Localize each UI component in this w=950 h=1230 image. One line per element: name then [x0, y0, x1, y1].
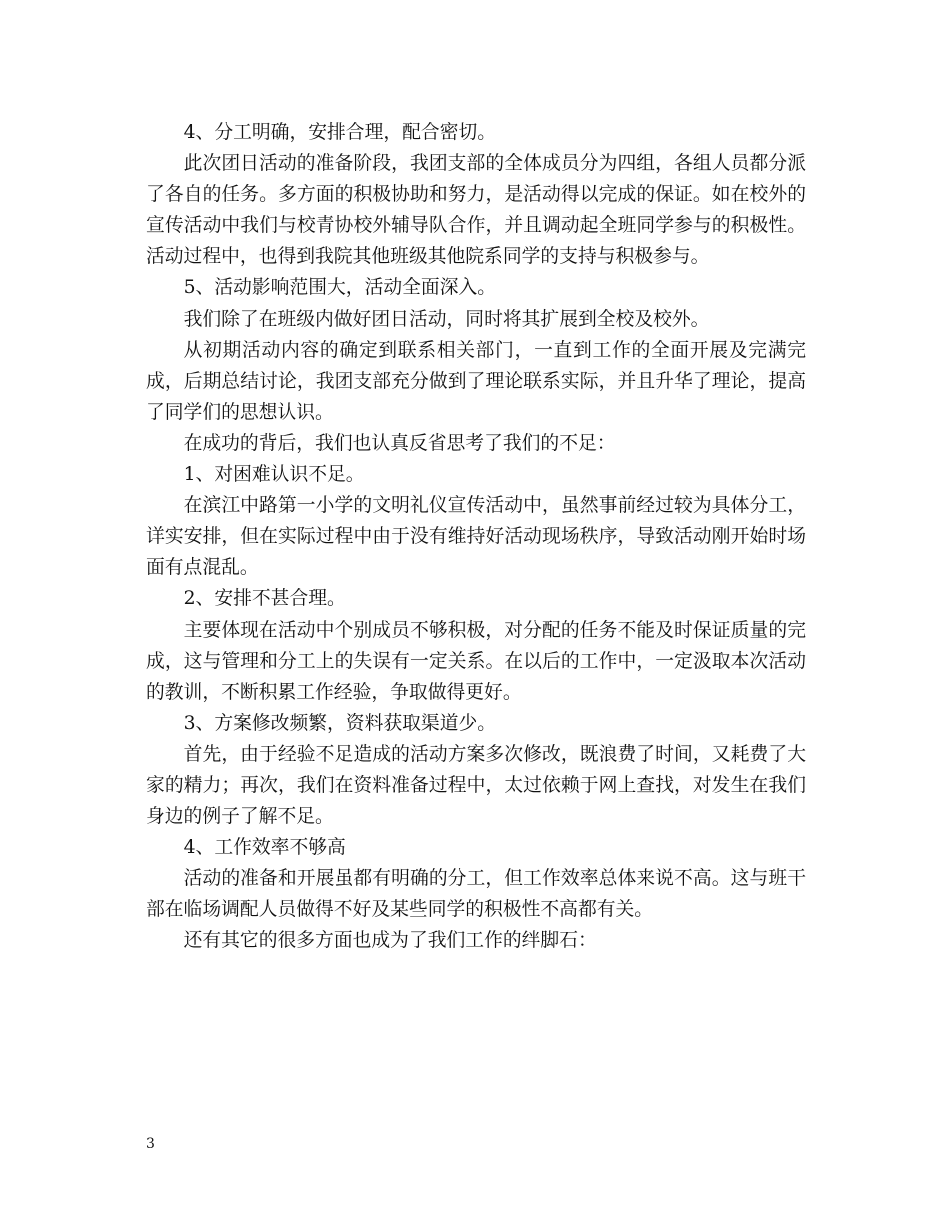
paragraph-efficiency-detail: 活动的准备和开展虽都有明确的分工，但工作效率总体来说不高。这与班干部在临场调配人员做得不好及某些同学的积极性不高都有关。	[146, 868, 806, 921]
paragraph-heading-3-plan: 3、方案修改频繁，资料获取渠道少。	[183, 712, 497, 734]
paragraph-expansion: 我们除了在班级内做好团日活动，同时将其扩展到全校及校外。	[183, 308, 710, 330]
page-number: 3	[146, 1136, 155, 1152]
paragraph-obstacles: 还有其它的很多方面也成为了我们工作的绊脚石：	[183, 930, 597, 952]
paragraph-heading-2-arrangement: 2、安排不甚合理。	[183, 588, 346, 610]
document-body	[146, 117, 806, 957]
paragraph-plan-detail: 首先，由于经验不足造成的活动方案多次修改，既浪费了时间，又耗费了大家的精力；再次，我们在资料准备过程中，太过依赖于网上查找，对发生在我们身边的例子了解不足。	[146, 743, 806, 828]
paragraph-heading-5-scope: 5、活动影响范围大，活动全面深入。	[183, 277, 497, 299]
paragraph-preparation: 此次团日活动的准备阶段，我团支部的全体成员分为四组，各组人员都分派了各自的任务。多方面的积极协助和努力，是活动得以完成的保证。如在校外的宣传活动中我们与校青协校外辅导队合作，并且调动起全班同学参与的积极性。活动过程中，也得到我院其他班级其他院系同学的支持与积极参与。	[146, 153, 806, 268]
paragraph-difficulty-detail: 在滨江中路第一小学的文明礼仪宣传活动中，虽然事前经过较为具体分工，详实安排，但在实际过程中由于没有维持好活动现场秩序，导致活动刚开始时场面有点混乱。	[146, 495, 806, 579]
paragraph-arrangement-detail: 主要体现在活动中个别成员不够积极，对分配的任务不能及时保证质量的完成，这与管理和分工上的失误有一定关系。在以后的工作中，一定汲取本次活动的教训，不断积累工作经验，争取做得更好。	[146, 619, 806, 703]
paragraph-summary: 从初期活动内容的确定到联系相关部门，一直到工作的全面开展及完满完成，后期总结讨论，我团支部充分做到了理论联系实际，并且升华了理论，提高了同学们的思想认识。	[146, 339, 806, 423]
paragraph-heading-4-division: 4、分工明确，安排合理，配合密切。	[183, 122, 497, 143]
paragraph-shortcomings-intro: 在成功的背后，我们也认真反省思考了我们的不足：	[183, 432, 616, 454]
paragraph-heading-4-efficiency: 4、工作效率不够高	[183, 837, 346, 859]
paragraph-heading-1-difficulty: 1、对困难认识不足。	[183, 464, 365, 486]
